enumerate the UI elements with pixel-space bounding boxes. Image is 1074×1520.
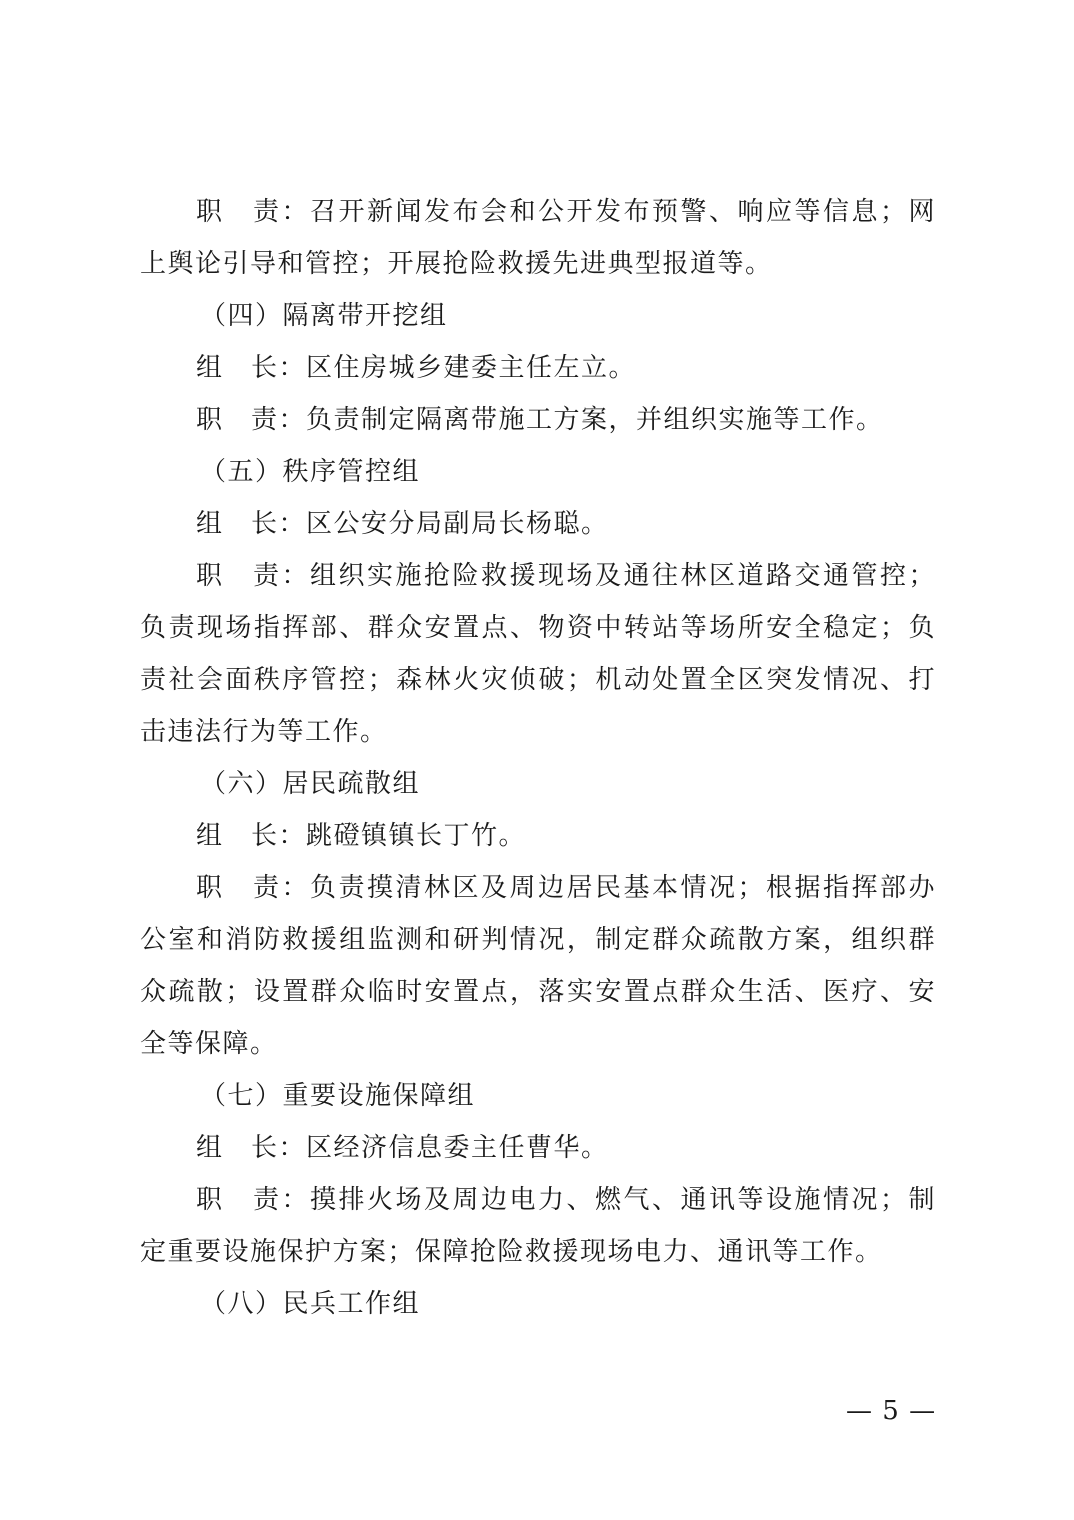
- leader-text: 区住房城乡建委主任左立。: [306, 353, 637, 383]
- leader-text: 区经济信息委主任曹华。: [306, 1133, 609, 1163]
- leader-label: 组 长：: [196, 821, 307, 851]
- leader-text: 区公安分局副局长杨聪。: [306, 509, 609, 539]
- section-heading: （五）秩序管控组: [200, 457, 421, 487]
- duty-paragraph: [140, 394, 936, 446]
- duty-label: 职 责：: [196, 873, 310, 903]
- section-heading: （七）重要设施保障组: [200, 1081, 476, 1111]
- leader-paragraph: [140, 342, 936, 394]
- duty-text: 组织实施抢险救援现场及通往林区道路交通管控；负责现场指挥部、群众安置点、物资中转站等场所安全稳定；负责社会面秩序管控；森林火灾侦破；机动处置全区突发情况、打击违法行为等工作。: [140, 561, 936, 747]
- duty-paragraph: [140, 1174, 936, 1278]
- leader-label: 组 长：: [196, 509, 307, 539]
- section-heading: （六）居民疏散组: [200, 769, 421, 799]
- page-number: — 5 —: [846, 1396, 937, 1426]
- leader-text: 跳磴镇镇长丁竹。: [306, 821, 527, 851]
- leader-label: 组 长：: [196, 353, 307, 383]
- duty-label: 职 责：: [196, 561, 310, 591]
- section-heading: （八）民兵工作组: [200, 1289, 421, 1319]
- duty-text: 摸排火场及周边电力、燃气、通讯等设施情况；制定重要设施保护方案；保障抢险救援现场电力、通讯等工作。: [140, 1185, 936, 1267]
- duty-paragraph: [140, 186, 936, 290]
- section-heading: （四）隔离带开挖组: [200, 301, 448, 331]
- duty-paragraph: [140, 550, 936, 758]
- duty-text: 负责制定隔离带施工方案，并组织实施等工作。: [306, 405, 884, 435]
- leader-label: 组 长：: [196, 1133, 307, 1163]
- duty-label: 职 责：: [196, 1185, 310, 1215]
- duty-text: 召开新闻发布会和公开发布预警、响应等信息；网上舆论引导和管控；开展抢险救援先进典型报道等。: [140, 197, 936, 279]
- duty-label: 职 责：: [196, 405, 307, 435]
- leader-paragraph: [140, 1122, 936, 1174]
- document-body: [140, 186, 936, 1330]
- duty-paragraph: [140, 862, 936, 1070]
- leader-paragraph: [140, 498, 936, 550]
- duty-text: 负责摸清林区及周边居民基本情况；根据指挥部办公室和消防救援组监测和研判情况，制定群众疏散方案，组织群众疏散；设置群众临时安置点，落实安置点群众生活、医疗、安全等保障。: [140, 873, 936, 1059]
- duty-label: 职 责：: [196, 197, 310, 227]
- leader-paragraph: [140, 810, 936, 862]
